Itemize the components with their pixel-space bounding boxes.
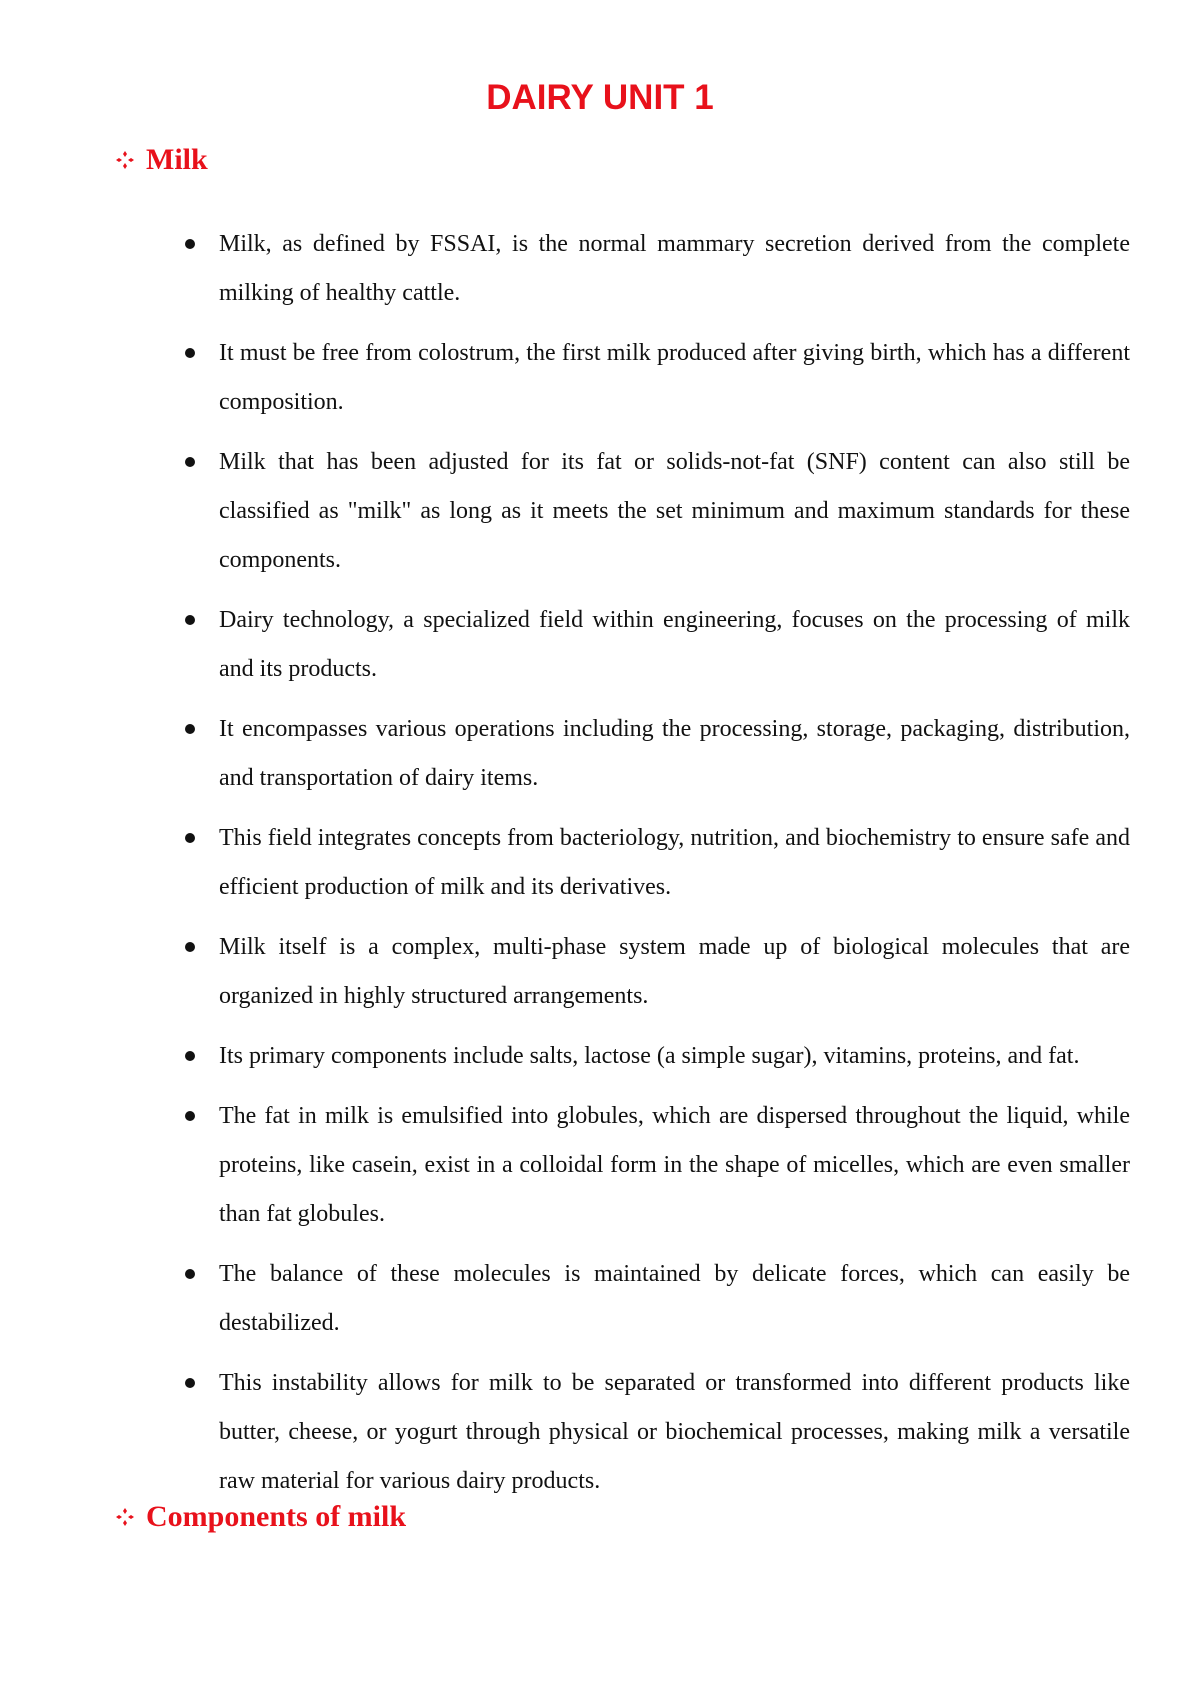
list-item (0, 814, 1200, 912)
bullet-dot-icon (185, 1051, 195, 1061)
list-item-text: This field integrates concepts from bacteriology, nutrition, and biochemistry to ensure safe and efficient production of milk and its derivatives. (219, 825, 1130, 900)
diamond-bullet-icon (116, 1508, 134, 1526)
list-item (0, 1032, 1200, 1081)
list-item-text: It must be free from colostrum, the first milk produced after giving birth, which has a different composition. (219, 340, 1130, 415)
list-item (0, 1359, 1200, 1506)
bullet-dot-icon (185, 239, 195, 249)
list-item (0, 596, 1200, 694)
list-item (0, 220, 1200, 318)
diamond-bullet-icon (116, 151, 134, 169)
section-heading-label: Components of milk (146, 1500, 407, 1533)
list-item-text: It encompasses various operations including the processing, storage, packaging, distribution, and transportation of dairy items. (219, 716, 1130, 791)
bullet-dot-icon (185, 833, 195, 843)
list-item (0, 438, 1200, 585)
list-item-text: Dairy technology, a specialized field within engineering, focuses on the processing of milk and its products. (219, 607, 1130, 682)
bullet-dot-icon (185, 724, 195, 734)
list-item (0, 923, 1200, 1021)
bullet-dot-icon (185, 1378, 195, 1388)
list-item (0, 705, 1200, 803)
bullet-dot-icon (185, 615, 195, 625)
bullet-dot-icon (185, 457, 195, 467)
list-item-text: Its primary components include salts, lactose (a simple sugar), vitamins, proteins, and fat. (219, 1043, 1080, 1069)
section-heading-milk (116, 140, 208, 180)
bullet-dot-icon (185, 942, 195, 952)
list-item-text: The fat in milk is emulsified into globules, which are dispersed throughout the liquid, while proteins, like casein, exist in a colloidal form in the shape of micelles, which are even smaller than fat globules. (219, 1103, 1130, 1227)
bullet-dot-icon (185, 1269, 195, 1279)
bullet-dot-icon (185, 348, 195, 358)
page-title: DAIRY UNIT 1 (486, 78, 714, 117)
list-item-text: Milk that has been adjusted for its fat or solids-not-fat (SNF) content can also still be classified as "milk" as long as it meets the set minimum and maximum standards for these components. (219, 449, 1130, 573)
list-item-text: This instability allows for milk to be separated or transformed into different products like butter, cheese, or yogurt through physical or biochemical processes, making milk a versatile raw material for various dairy products. (219, 1370, 1130, 1494)
list-item (0, 1092, 1200, 1239)
list-item-text: Milk itself is a complex, multi-phase system made up of biological molecules that are organized in highly structured arrangements. (219, 934, 1130, 1009)
list-item (0, 1250, 1200, 1348)
bullet-list-milk (0, 220, 1200, 1517)
section-heading-components-of-milk (116, 1497, 406, 1537)
bullet-dot-icon (185, 1111, 195, 1121)
list-item-text: Milk, as defined by FSSAI, is the normal mammary secretion derived from the complete milking of healthy cattle. (219, 231, 1130, 306)
list-item (0, 329, 1200, 427)
section-heading-label: Milk (146, 143, 208, 176)
list-item-text: The balance of these molecules is maintained by delicate forces, which can easily be destabilized. (219, 1261, 1130, 1336)
